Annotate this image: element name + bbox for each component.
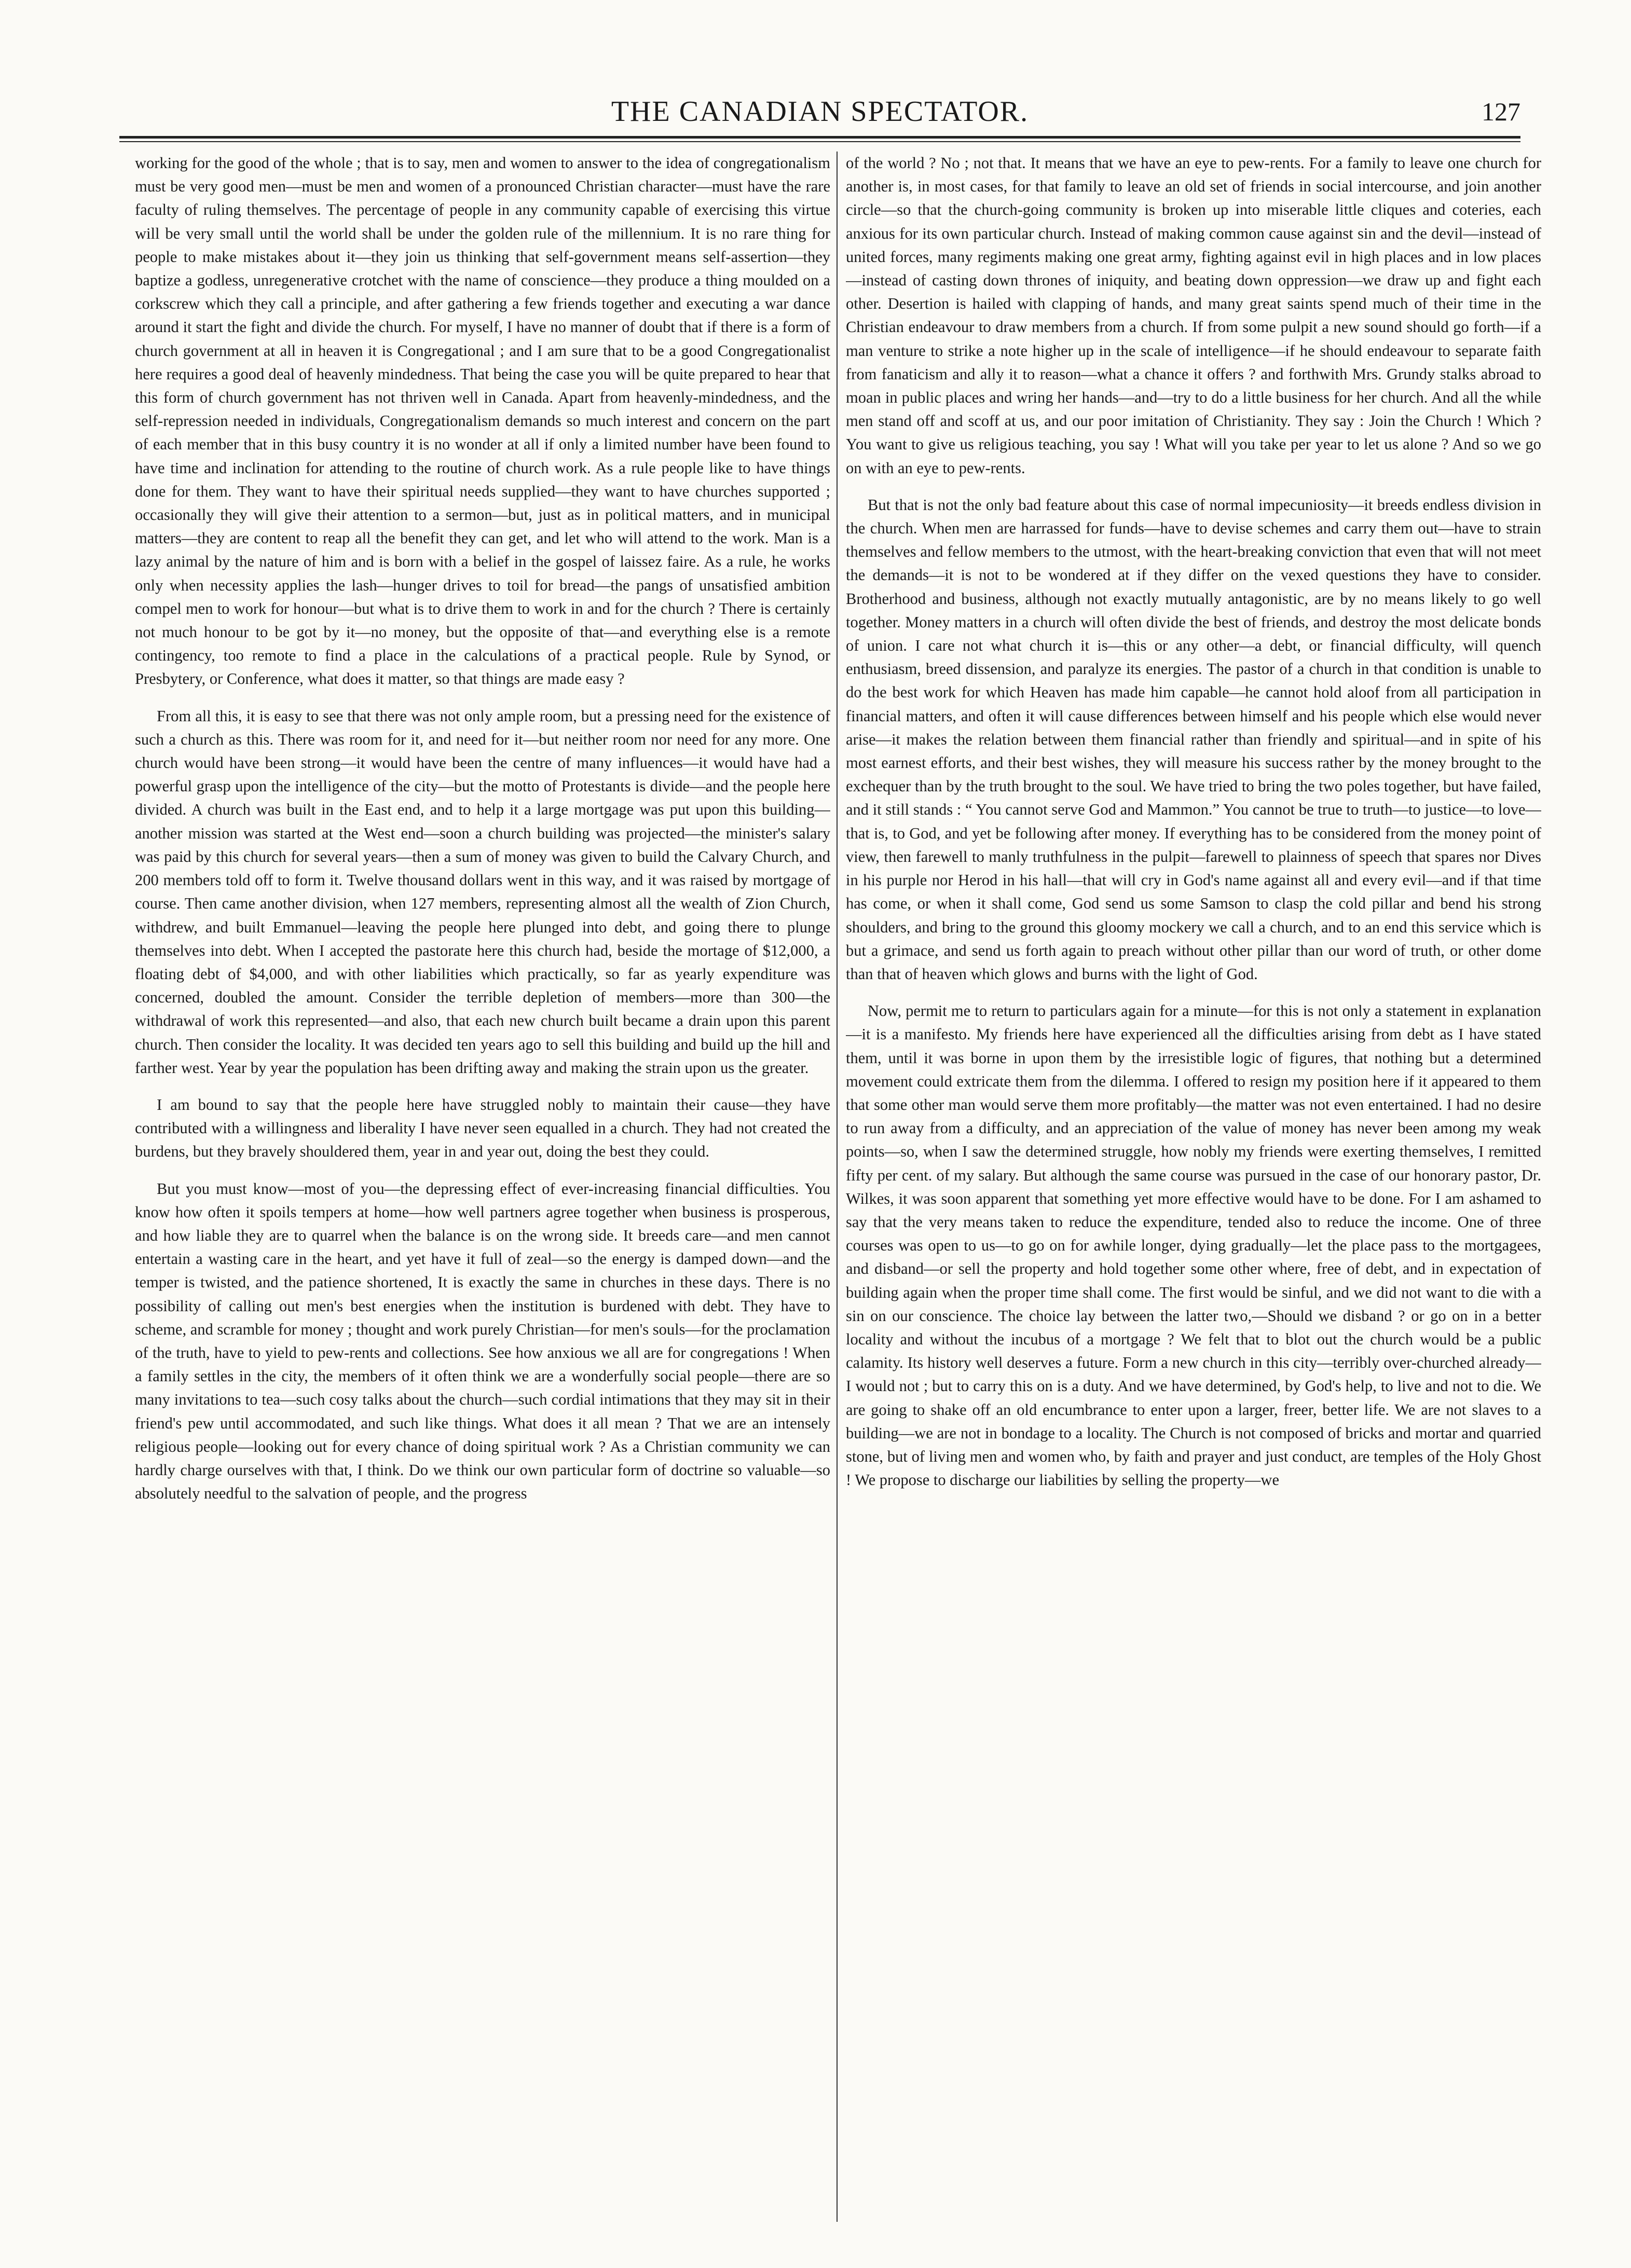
page-number: 127 <box>1482 97 1520 126</box>
right-column <box>846 152 1541 2222</box>
paragraph: But that is not the only bad feature about this case of normal impecuniosity—it breeds endless division in the church. When men are harrassed for funds—have to devise schemes and carry them out—have to strain themselves and fellow members to the utmost, with the heart-breaking conviction that even that will not meet the demands—it is not to be wondered at if they differ on the vexed questions they have to consider. Brotherhood and business, although not exactly mutually antagonistic, are by no means likely to go well together. Money matters in a church will often divide the best of friends, and destroy the most delicate bonds of union. I care not what church it is—this or any other—a debt, or financial difficulty, will quench enthusiasm, breed dissension, and paralyze its energies. The pastor of a church in that condition is unable to do the best work for which Heaven has made him capable—he cannot hold aloof from all participation in financial matters, and often it will cause differences between himself and his people which else would never arise—it makes the relation between them financial rather than friendly and spiritual—and in spite of his most earnest efforts, and their best wishes, they will measure his success rather by the money brought to the exchequer than by the truth brought to the soul. We have tried to bring the two poles together, but have failed, and it still stands : “ You cannot serve God and Mammon.” You cannot be true to truth—to justice—to love—that is, to God, and yet be following after money. If everything has to be considered from the money point of view, then farewell to manly truthfulness in the pulpit—farewell to plainness of speech that spares nor Dives in his purple nor Herod in his hall—that will cry in God's name against all and every evil—and if that time has come, or when it shall come, God send us some Samson to clasp the cold pillar and bend his strong shoulders, and bring to the ground this gloomy mockery we call a church, and to an end this service which is but a grimace, and send us forth again to preach without other pillar than our word of truth, or other dome than that of heaven which glows and burns with the light of God. <box>846 496 1541 983</box>
paragraph: From all this, it is easy to see that there was not only ample room, but a pressing need for the existence of such a church as this. There was room for it, and need for it—but neither room nor need for any more. One church would have been strong—it would have been the centre of many influences—it would have had a powerful grasp upon the intelligence of the city—but the motto of Protestants is divide—and the people here divided. A church was built in the East end, and to help it a large mortgage was put upon this building—another mission was started at the West end—soon a church building was projected—the minister's salary was paid by this church for several years—then a sum of money was given to build the Calvary Church, and 200 members told off to form it. Twelve thousand dollars went in this way, and it was raised by mortgage of course. Then came another division, when 127 members, representing almost all the wealth of Zion Church, withdrew, and built Emmanuel—leaving the people here plunged into debt, and going there to plunge themselves into debt. When I accepted the pastorate here this church had, beside the mortage of $12,000, a floating debt of $4,000, and with other liabilities which practically, so far as yearly expenditure was concerned, doubled the amount. Consider the terrible depletion of members—more than 300—the withdrawal of work this represented—and also, that each new church built became a drain upon this parent church. Then consider the locality. It was decided ten years ago to sell this building and build up the hill and farther west. Year by year the population has been drifting away and making the strain upon us the greater. <box>135 707 830 1077</box>
paragraph: working for the good of the whole ; that is to say, men and women to answer to the idea of congregationalism must be very good men—must be men and women of a pronounced Christian character—must have the rare faculty of ruling themselves. The percentage of people in any community capable of exercising this virtue will be very small until the world shall be under the golden rule of the millennium. It is no rare thing for people to make mistakes about it—they join us thinking that self-government means self-assertion—they baptize a godless, unregenerative crotchet with the name of conscience—they produce a thing moulded on a corkscrew which they call a principle, and after gathering a few friends together and executing a war dance around it start the fight and divide the church. For myself, I have no manner of doubt that if there is a form of church government at all in heaven it is Congregational ; and I am sure that to be a good Congregationalist here requires a good deal of heavenly mindedness. That being the case you will be quite prepared to hear that this form of church government has not thriven well in Canada. Apart from heavenly-mindedness, and the self-repression needed in individuals, Congregationalism demands so much interest and concern on the part of each member that in this busy country it is no wonder at all if only a limited number have been found to have time and inclination for attending to the routine of church work. As a rule people like to have things done for them. They want to have their spiritual needs supplied—they want to have churches supported ; occasionally they will give their attention to a sermon—but, just as in political matters, and in municipal matters—they are content to reap all the benefit they can get, and let who will attend to the work. Man is a lazy animal by the nature of him and is born with a belief in the gospel of laissez faire. As a rule, he works only when necessity applies the lash—hunger drives to toil for bread—the pangs of unsatisfied ambition compel men to work for honour—but what is to drive them to work in and for the church ? There is certainly not much honour to be got by it—no money, but the opposite of that—and everything else is a remote contingency, too remote to find a place in the calculations of a practical people. Rule by Synod, or Presbytery, or Conference, what does it matter, so that things are made easy ? <box>135 154 830 688</box>
left-column <box>135 152 830 2222</box>
masthead <box>119 88 1520 135</box>
header-rule <box>119 136 1520 139</box>
paragraph: I am bound to say that the people here have struggled nobly to maintain their cause—they have contributed with a willingness and liberality I have never seen equalled in a church. They had not created the burdens, but they bravely shouldered them, year in and year out, doing the best they could. <box>135 1095 830 1161</box>
paragraph: of the world ? No ; not that. It means that we have an eye to pew-rents. For a family to leave one church for another is, in most cases, for that family to leave an old set of friends in social intercourse, and join another circle—so that the church-going community is broken up into miserable little cliques and coteries, each anxious for its own particular church. Instead of making common cause against sin and the devil—instead of united forces, many regiments making one great army, fighting against evil in high places and in low places—instead of casting down thrones of iniquity, and beating down oppression—we draw up and fight each other. Desertion is hailed with clapping of hands, and many great saints spend much of their time in the Christian endeavour to draw members from a church. If from some pulpit a new sound should go forth—if a man venture to strike a note higher up in the scale of intelligence—if he should endeavour to separate faith from fanaticism and ally it to reason—what a chance it offers ? and forthwith Mrs. Grundy stalks abroad to moan in public places and wring her hands—and—try to do a little business for her church. And all the while men stand off and scoff at us, and our poor imitation of Christianity. They say : Join the Church ! Which ? You want to give us religious teaching, you say ! What will you take per year to let us alone ? And so we go on with an eye to pew-rents. <box>846 154 1541 477</box>
publication-title: THE CANADIAN SPECTATOR. <box>611 95 1029 128</box>
column-divider <box>837 152 838 2222</box>
header-rule-thin <box>119 141 1520 142</box>
paragraph: Now, permit me to return to particulars again for a minute—for this is not only a statement in explanation—it is a manifesto. My friends here have experienced all the difficulties arising from debt as I have stated them, until it was borne in upon them by the irresistible logic of figures, that nothing but a determined movement could extricate them from the dilemma. I offered to resign my position here if it appeared to them that some other man would serve them more profitably—the matter was not even entertained. I had no desire to run away from a difficulty, and an appreciation of the value of money has never been among my weak points—so, when I saw the determined struggle, how nobly my friends were exerting themselves, I remitted fifty per cent. of my salary. But although the same course was pursued in the case of our honorary pastor, Dr. Wilkes, it was soon apparent that something yet more effective would have to be done. For I am ashamed to say that the very means taken to reduce the expenditure, tended also to reduce the income. One of three courses was open to us—to go on for awhile longer, dying gradually—let the place pass to the mortgagees, and disband—or sell the property and hold together some other where, free of debt, and in expectation of building again when the proper time shall come. The first would be sinful, and we did not want to die with a sin on our conscience. The choice lay between the latter two,—Should we disband ? or go on in a better locality and without the incubus of a mortgage ? We felt that to blot out the church would be a public calamity. Its history well deserves a future. Form a new church in this city—terribly over-churched already—I would not ; but to carry this on is a duty. And we have determined, by God's help, to live and not to die. We are going to shake off an old encumbrance to enter upon a larger, freer, better life. We are not slaves to a building—we are not in bondage to a locality. The Church is not composed of bricks and mortar and quarried stone, but of living men and women who, by faith and prayer and just conduct, are temples of the Holy Ghost ! We propose to discharge our liabilities by selling the property—we <box>846 1002 1541 1489</box>
paragraph: But you must know—most of you—the depressing effect of ever-increasing financial difficulties. You know how often it spoils tempers at home—how well partners agree together when business is prosperous, and how liable they are to quarrel when the balance is on the wrong side. It breeds care—and men cannot entertain a wasting care in the heart, and yet have it full of zeal—so the energy is damped down—and the temper is twisted, and the patience shortened, It is exactly the same in churches in these days. There is no possibility of calling out men's best energies when the institution is burdened with debt. They have to scheme, and scramble for money ; thought and work purely Christian—for men's souls—for the proclamation of the truth, have to yield to pew-rents and collections. See how anxious we all are for congregations ! When a family settles in the city, the members of it often think we are a wonderfully social people—there are so many invitations to tea—such cosy talks about the church—such cordial intimations that they may sit in their friend's pew until accommodated, and such like things. What does it all mean ? That we are an intensely religious people—looking out for every chance of doing spiritual work ? As a Christian community we can hardly charge ourselves with that, I think. Do we think our own particular form of doctrine so valuable—so absolutely needful to the salvation of people, and the progress <box>135 1179 830 1503</box>
